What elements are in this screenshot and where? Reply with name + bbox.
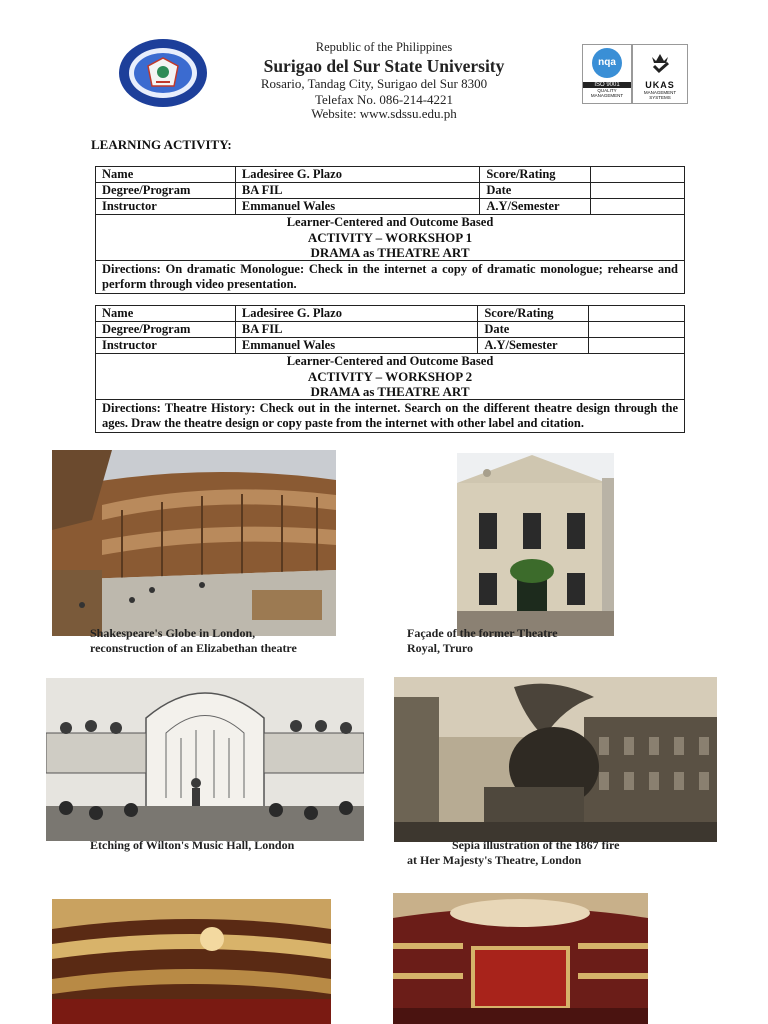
website: Website: www.sdssu.edu.ph: [311, 106, 457, 121]
activity-directions: Directions: Theatre History: Check out in the internet. Search on the different theatre design through the ages. Draw the theatre design or copy paste from the internet with other label and citation.: [96, 400, 685, 433]
activity-course: DRAMA as THEATRE ART: [310, 384, 470, 399]
activity-number: ACTIVITY – WORKSHOP 1: [307, 230, 473, 245]
name-label: Name: [96, 306, 236, 322]
score-value: [591, 167, 685, 183]
degree-value: BA FIL: [235, 183, 479, 199]
name-value: Ladesiree G. Plazo: [235, 167, 479, 183]
degree-label: Degree/Program: [96, 183, 236, 199]
iso-label: ISO 9001: [583, 82, 631, 88]
truro-caption-line2: Royal, Truro: [407, 641, 474, 655]
ukas-label: UKAS: [645, 80, 675, 90]
theatre-interior-photo-2: [393, 893, 648, 1024]
activity-heading: [96, 354, 685, 400]
globe-caption: [90, 626, 297, 656]
name-label: Name: [96, 167, 236, 183]
ukas-certification-badge: [632, 44, 688, 104]
date-label: Date: [478, 322, 589, 338]
instructor-value: Emmanuel Wales: [235, 199, 479, 215]
ukas-sub-label: MANAGEMENT SYSTEMS: [643, 90, 677, 100]
activity-table-1: [95, 166, 685, 294]
wiltons-music-hall-etching: [46, 678, 364, 841]
instructor-label: Instructor: [96, 199, 236, 215]
semester-label: A.Y/Semester: [478, 338, 589, 354]
crown-check-icon: [633, 49, 687, 80]
activity-table-2: [95, 305, 685, 433]
truro-caption-line1: Façade of the former Theatre: [407, 626, 558, 640]
globe-caption-line2: reconstruction of an Elizabethan theatre: [90, 641, 297, 655]
semester-value: [591, 199, 685, 215]
iso-certification-badge: [582, 44, 632, 104]
wilton-caption: Etching of Wilton's Music Hall, London: [90, 838, 295, 852]
activity-course: DRAMA as THEATRE ART: [310, 245, 470, 260]
university-name: Surigao del Sur State University: [263, 56, 505, 76]
degree-value: BA FIL: [235, 322, 477, 338]
name-value: Ladesiree G. Plazo: [235, 306, 477, 322]
score-label: Score/Rating: [480, 167, 591, 183]
iso-sub-label: QUALITY MANAGEMENT: [590, 88, 624, 98]
majesty-caption-line1: Sepia illustration of the 1867 fire: [452, 838, 620, 852]
truro-caption: [407, 626, 558, 656]
score-value: [589, 306, 685, 322]
semester-label: A.Y/Semester: [480, 199, 591, 215]
instructor-value: Emmanuel Wales: [235, 338, 477, 354]
activity-heading: [96, 215, 685, 261]
majesty-caption-line2: at Her Majesty's Theatre, London: [407, 853, 582, 867]
theatre-interior-photo-1: [52, 899, 331, 1024]
theatre-royal-truro-photo: [457, 453, 614, 636]
date-label: Date: [480, 183, 591, 199]
section-title: LEARNING ACTIVITY:: [91, 137, 232, 152]
date-value: [591, 183, 685, 199]
activity-subtitle: Learner-Centered and Outcome Based: [286, 215, 494, 229]
nqa-icon: nqa: [592, 48, 622, 78]
score-label: Score/Rating: [478, 306, 589, 322]
instructor-label: Instructor: [96, 338, 236, 354]
university-address: Rosario, Tandag City, Surigao del Sur 8300: [260, 76, 488, 91]
semester-value: [589, 338, 685, 354]
activity-number: ACTIVITY – WORKSHOP 2: [307, 369, 473, 384]
date-value: [589, 322, 685, 338]
telefax: Telefax No. 086-214-4221: [314, 92, 454, 107]
republic-line: Republic of the Philippines: [315, 40, 453, 54]
activity-subtitle: Learner-Centered and Outcome Based: [286, 354, 494, 368]
majesty-caption: [407, 838, 619, 868]
globe-theatre-photo: [52, 450, 336, 636]
her-majestys-theatre-fire-illustration: [394, 677, 717, 842]
globe-caption-line1: Shakespeare's Globe in London,: [90, 626, 256, 640]
activity-directions: Directions: On dramatic Monologue: Check in the internet a copy of dramatic monologue; rehearse and perform through video presentation.: [96, 261, 685, 294]
degree-label: Degree/Program: [96, 322, 236, 338]
